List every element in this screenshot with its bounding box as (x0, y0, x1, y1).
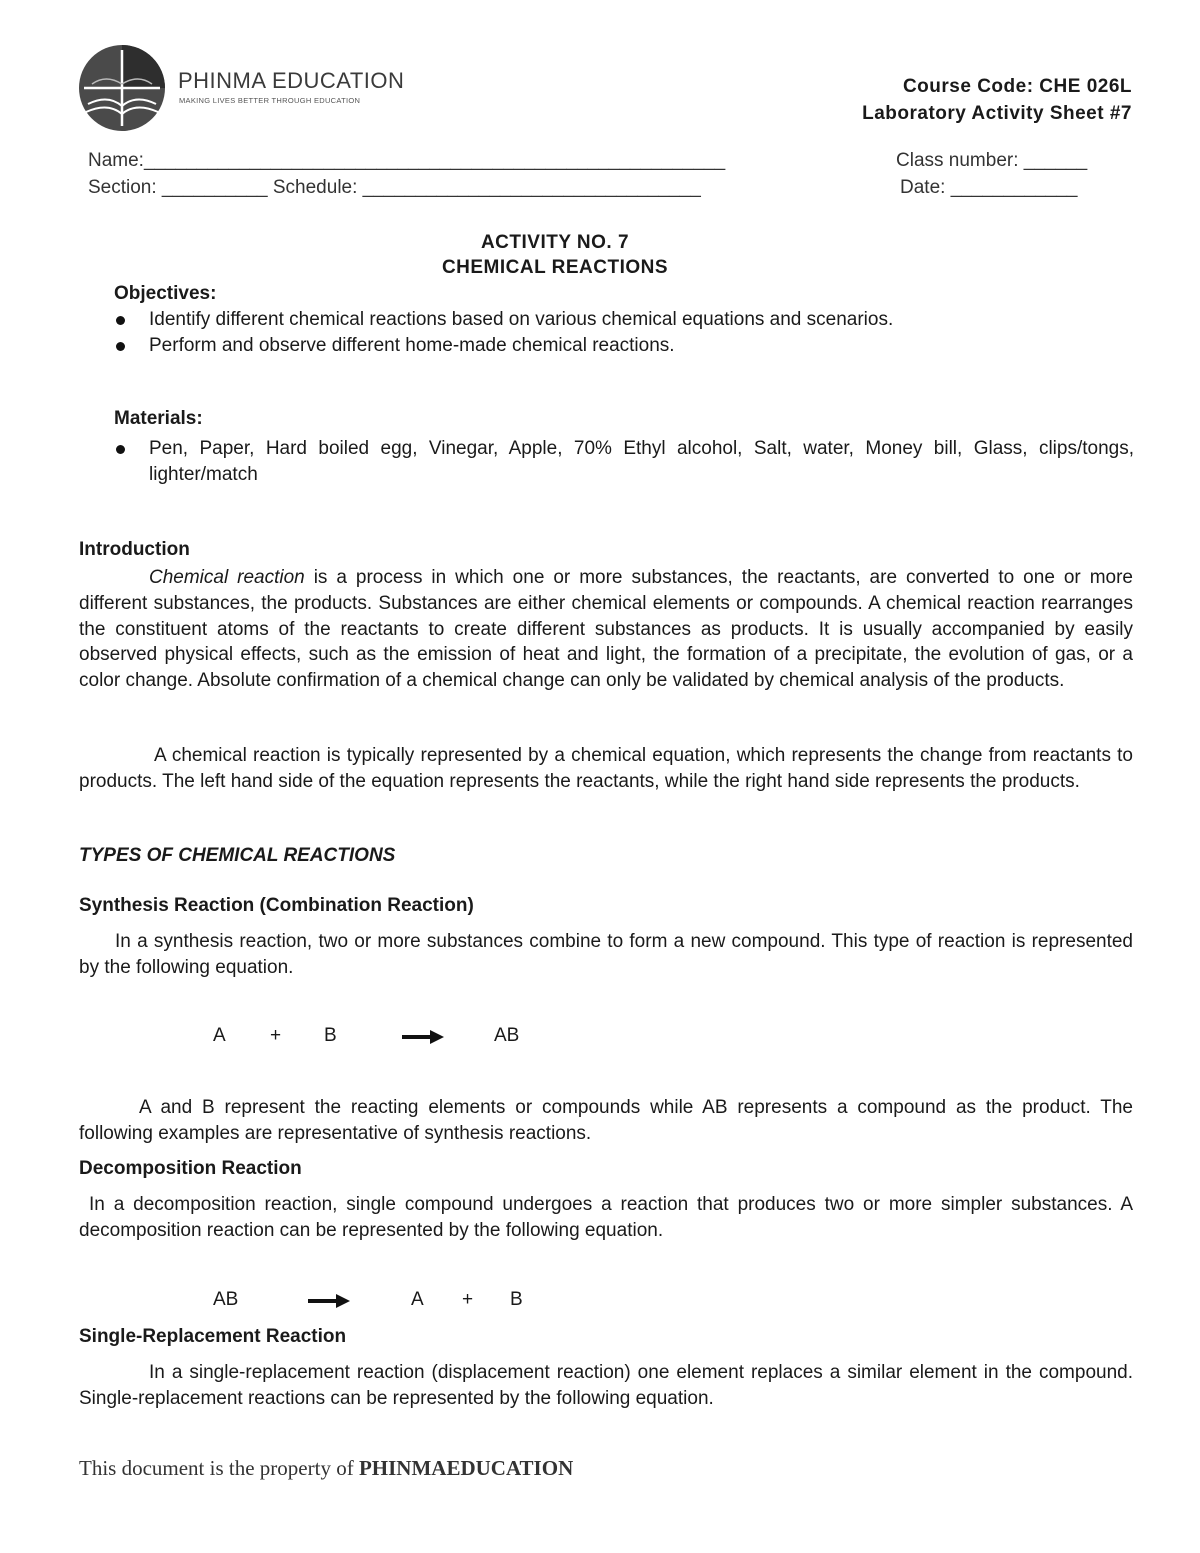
date-field[interactable]: Date: ____________ (900, 177, 1078, 198)
eq-product: AB (494, 1025, 520, 1046)
decomposition-text: In a decomposition reaction, single compound undergoes a reaction that produces two or more simpler substances. A decomposition reaction can be represented by the following equation. (79, 1194, 1133, 1241)
introduction-p2-text: A chemical reaction is typically represented by a chemical equation, which represents the change from reactants to products. The left hand side of the equation represents the reactants, while the right hand side represents the products. (79, 745, 1133, 792)
list-item: Identify different chemical reactions based on various chemical equations and scenarios. (114, 307, 1134, 333)
logo-name: PHINMA EDUCATION (178, 68, 405, 93)
reaction-arrow-icon (308, 1292, 350, 1310)
decomposition-paragraph (79, 1192, 1133, 1244)
course-info (862, 73, 1132, 127)
materials-list (114, 436, 1134, 488)
single-replacement-paragraph (79, 1360, 1133, 1412)
eq-term: A (213, 1025, 226, 1046)
synthesis-after-text: A and B represent the reacting elements or compounds while AB represents a compound as the product. The following examples are representative of synthesis reactions. (79, 1097, 1133, 1144)
class-number-field[interactable]: Class number: ______ (896, 150, 1088, 171)
reaction-arrow-icon (402, 1028, 444, 1046)
types-heading: TYPES OF CHEMICAL REACTIONS (79, 845, 396, 866)
introduction-paragraph-2 (79, 743, 1133, 795)
introduction-paragraph-1 (79, 565, 1133, 694)
logo-tagline: MAKING LIVES BETTER THROUGH EDUCATION (179, 96, 361, 105)
section-schedule-field[interactable]: Section: __________ Schedule: ________________________________ (88, 177, 701, 198)
sheet-title: Laboratory Activity Sheet #7 (862, 103, 1132, 124)
eq-plus: + (270, 1025, 282, 1046)
eq-term: B (324, 1025, 337, 1046)
course-code: Course Code: CHE 026L (902, 76, 1132, 97)
footer-owner: PHINMAEDUCATION (358, 1456, 574, 1480)
single-replacement-heading: Single-Replacement Reaction (79, 1326, 347, 1347)
materials-heading: Materials: (114, 408, 203, 429)
name-field[interactable]: Name:_______________________________________________________ (88, 150, 726, 171)
phinma-logo-mark-icon (78, 44, 166, 132)
objectives-heading: Objectives: (114, 283, 217, 304)
synthesis-paragraph (79, 929, 1133, 981)
synthesis-after-paragraph (79, 1095, 1133, 1147)
synthesis-text: In a synthesis reaction, two or more substances combine to form a new compound. This type of reaction is represented by the following equation. (79, 931, 1133, 978)
synthesis-heading: Synthesis Reaction (Combination Reaction) (79, 895, 474, 916)
activity-number: ACTIVITY NO. 7 (480, 232, 630, 253)
footer-prefix: This document is the property of (79, 1456, 359, 1480)
eq-reactant: AB (213, 1289, 239, 1310)
footer-notice (79, 1456, 573, 1481)
list-item: Perform and observe different home-made chemical reactions. (114, 333, 1134, 359)
introduction-heading: Introduction (79, 539, 190, 560)
eq-plus: + (462, 1289, 474, 1310)
decomposition-heading: Decomposition Reaction (79, 1158, 302, 1179)
list-item: Pen, Paper, Hard boiled egg, Vinegar, Apple, 70% Ethyl alcohol, Salt, water, Money bill, Glass, clips/tongs, lighter/match (114, 436, 1134, 488)
activity-title: CHEMICAL REACTIONS (441, 257, 669, 278)
phinma-logo (78, 44, 405, 134)
single-replacement-text: In a single-replacement reaction (displacement reaction) one element replaces a similar element in the compound. Single-replacement reactions can be represented by the following equation. (79, 1362, 1133, 1409)
eq-term: A (411, 1289, 424, 1310)
term-chemical-reaction: Chemical reaction (149, 567, 305, 588)
eq-term: B (510, 1289, 523, 1310)
objectives-list (114, 307, 1134, 359)
introduction-p1-text: is a process in which one or more substances, the reactants, are converted to one or more different substances, the products. Substances are either chemical elements or compounds. A chemical reaction rearranges the constituent atoms of the reactants to create different substances as products. It is usually accompanied by easily observed physical effects, such as the emission of heat and light, the formation of a precipitate, the evolution of gas, or a color change. Absolute confirmation of a chemical change can only be validated by chemical analysis of the products. (79, 567, 1133, 692)
